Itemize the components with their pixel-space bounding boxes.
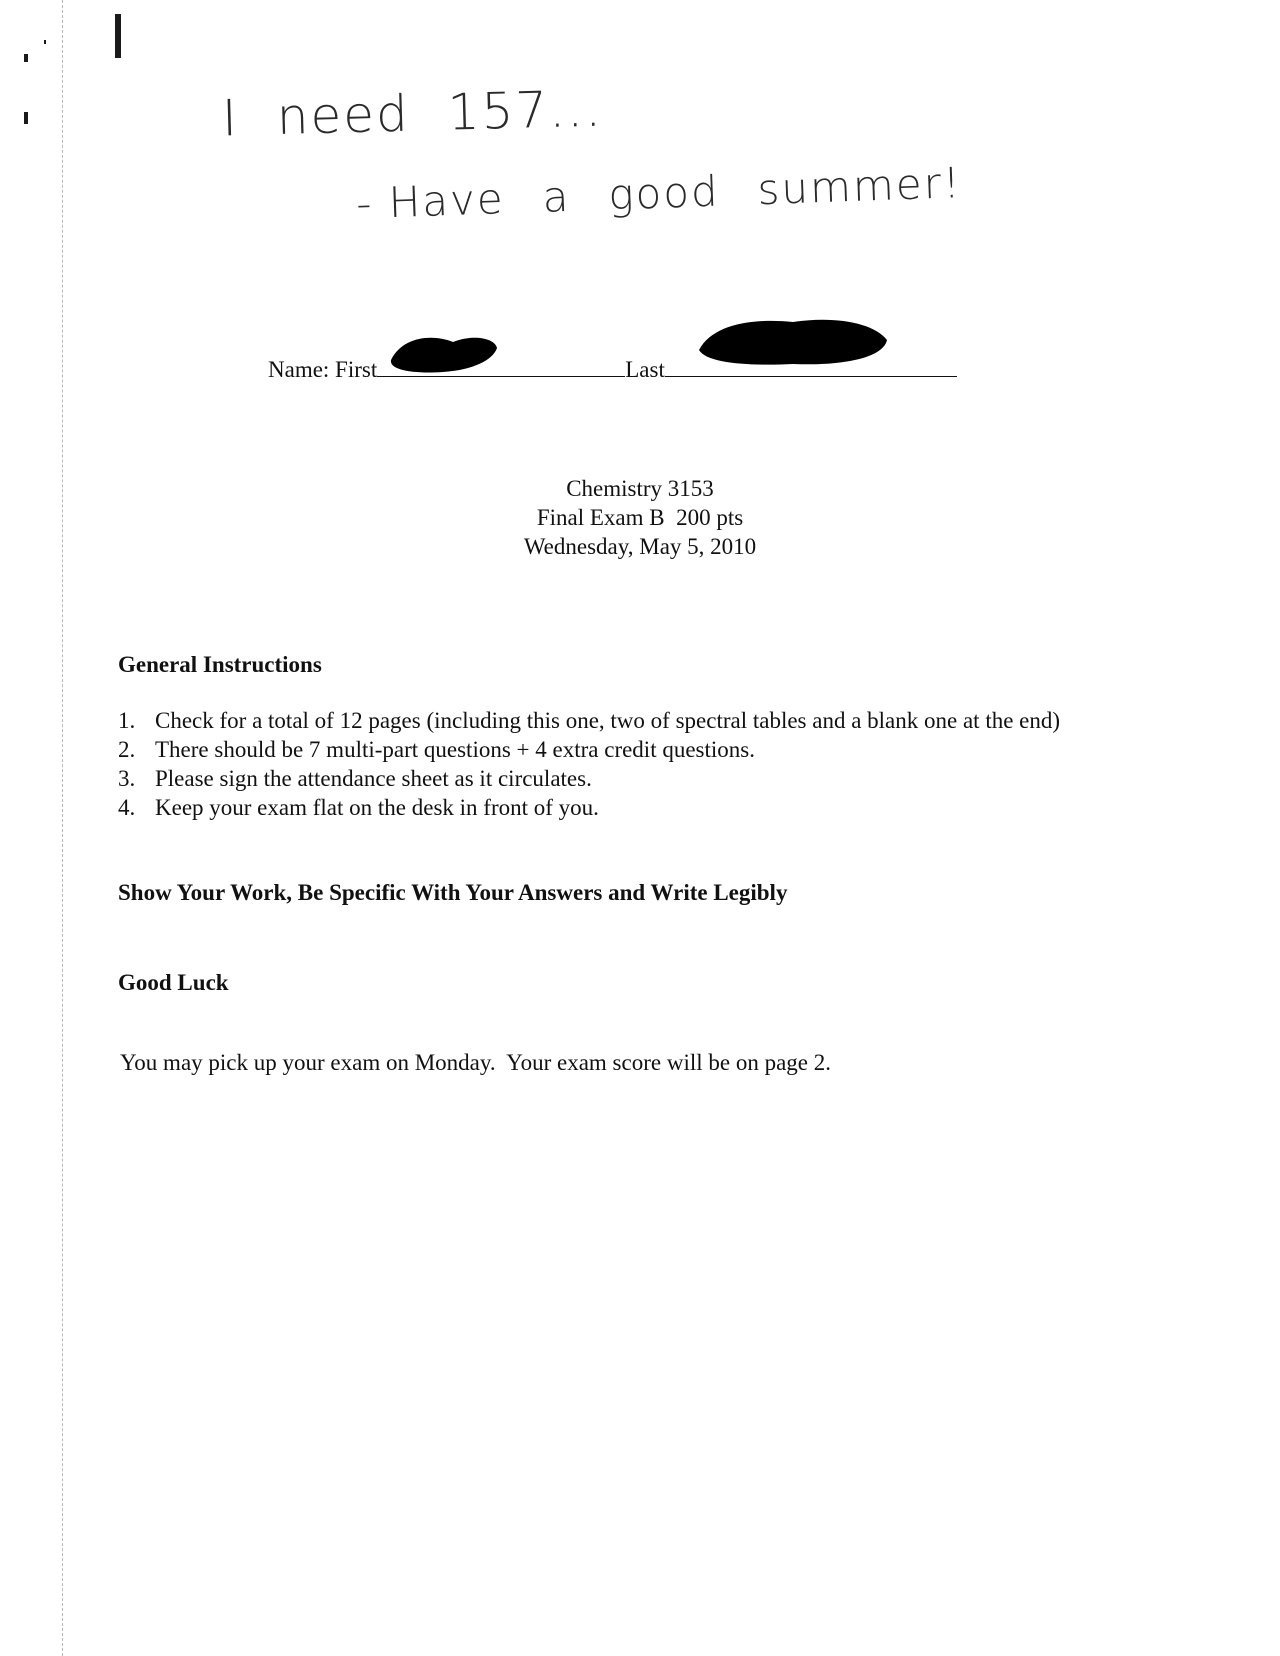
handwritten-word: summer! bbox=[756, 158, 963, 215]
handwritten-note-line1 bbox=[221, 79, 641, 148]
handwritten-word: I bbox=[221, 89, 240, 148]
item-text: Check for a total of 12 pages (including this one, two of spectral tables and a blank one at the end) bbox=[155, 708, 1061, 733]
last-name-label: Last bbox=[625, 357, 665, 382]
item-number: 4. bbox=[118, 795, 136, 820]
exam-title-block bbox=[0, 474, 1280, 561]
good-luck-heading: Good Luck bbox=[118, 970, 229, 995]
scan-speck bbox=[24, 112, 28, 124]
show-work-heading: Show Your Work, Be Specific With Your Answers and Write Legibly bbox=[118, 880, 788, 905]
scan-mark bbox=[115, 14, 121, 58]
handwritten-score: 157... bbox=[446, 79, 604, 142]
item-number: 2. bbox=[118, 737, 136, 762]
name-row bbox=[268, 356, 957, 383]
pickup-note: You may pick up your exam on Monday. Your exam score will be on page 2. bbox=[120, 1050, 831, 1075]
general-instructions-heading: General Instructions bbox=[118, 652, 322, 677]
item-text: There should be 7 multi-part questions + 4 extra credit questions. bbox=[155, 737, 755, 762]
last-name-field[interactable] bbox=[665, 356, 957, 377]
handwritten-word: good bbox=[607, 166, 721, 220]
instructions-list bbox=[118, 706, 1060, 822]
list-item bbox=[118, 793, 1060, 822]
scan-speck bbox=[44, 40, 46, 44]
scan-speck bbox=[24, 54, 28, 62]
first-name-field[interactable] bbox=[377, 356, 625, 377]
list-item bbox=[118, 735, 1060, 764]
item-text: Keep your exam flat on the desk in front of you. bbox=[155, 795, 599, 820]
first-name-label: Name: First bbox=[268, 357, 378, 382]
handwritten-word: need bbox=[276, 84, 411, 147]
item-number: 1. bbox=[118, 708, 136, 733]
punch-margin-line bbox=[62, 0, 63, 1656]
handwritten-word: - Have bbox=[355, 174, 506, 229]
list-item bbox=[118, 764, 1060, 793]
item-number: 3. bbox=[118, 766, 136, 791]
exam-date: Wednesday, May 5, 2010 bbox=[523, 534, 757, 559]
course-title: Chemistry 3153 bbox=[566, 476, 714, 501]
item-text: Please sign the attendance sheet as it circulates. bbox=[155, 766, 592, 791]
list-item bbox=[118, 706, 1060, 735]
handwritten-note-line2 bbox=[355, 157, 1000, 228]
redaction-scribble-icon bbox=[693, 314, 893, 372]
handwritten-word: a bbox=[541, 171, 572, 222]
exam-name: Final Exam B 200 pts bbox=[536, 505, 744, 530]
redaction-scribble-icon bbox=[383, 330, 503, 376]
